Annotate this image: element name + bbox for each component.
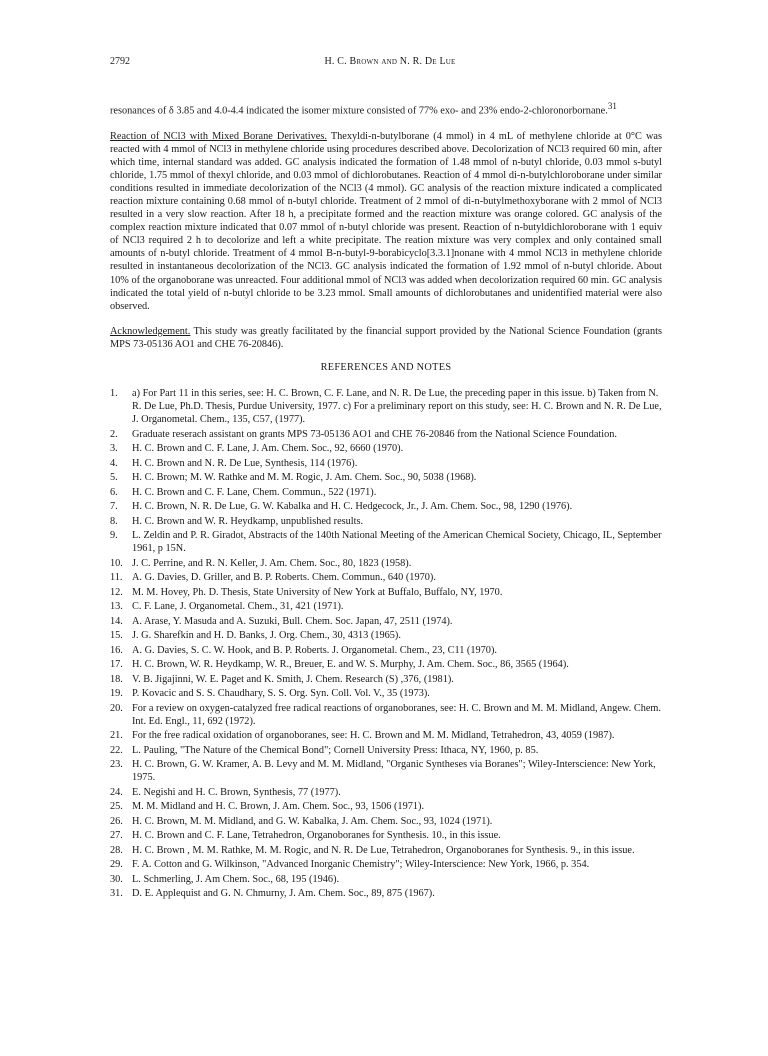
reference-number: 10. [110,557,123,569]
reference-item [110,529,662,555]
reference-item [110,729,662,742]
reference-item [110,557,662,570]
reference-item [110,658,662,671]
acknowledgement-body: This study was greatly facilitated by the financial support provided by the National Science Foundation (grants MPS 73-05136 AO1 and CHE 76-20846). [110,325,662,350]
reference-item [110,744,662,757]
page-number: 2792 [110,56,130,67]
footnote-marker: 31 [607,101,617,111]
reference-number: 26. [110,815,123,827]
reference-text: H. C. Brown and C. F. Lane, Tetrahedron, Organoboranes for Synthesis. 10., in this issue. [132,830,501,842]
reference-number: 29. [110,859,123,871]
reference-number: 15. [110,630,123,642]
acknowledgement-paragraph [110,325,662,351]
reference-item [110,442,662,455]
reference-text: For the free radical oxidation of organoboranes, see: H. C. Brown and M. M. Midland, Tetrahedron, 43, 4059 (1987). [132,730,615,742]
reference-item [110,887,662,900]
reference-item [110,858,662,871]
reference-text: M. M. Hovey, Ph. D. Thesis, State University of New York at Buffalo, Buffalo, NY, 1970. [132,586,503,598]
reference-item [110,428,662,441]
reference-item [110,873,662,886]
references-heading: REFERENCES AND NOTES [320,362,452,374]
reference-text: H. C. Brown and W. R. Heydkamp, unpublished results. [132,515,364,527]
reference-text: H. C. Brown and C. F. Lane, J. Am. Chem. Soc., 92, 6660 (1970). [132,443,404,455]
reference-text: P. Kovacic and S. S. Chaudhary, S. S. Org. Syn. Coll. Vol. V., 35 (1973). [132,688,430,700]
reference-number: 11. [110,572,123,584]
reference-number: 21. [110,730,123,742]
reference-text: M. M. Midland and H. C. Brown, J. Am. Chem. Soc., 93, 1506 (1971). [132,801,425,813]
reference-number: 7. [110,501,118,513]
reference-text: L. Zeldin and P. R. Giradot, Abstracts of the 140th National Meeting of the American Chemical Society, Chicago, IL, September 1961, p 15N. [132,530,662,555]
reference-text: H. C. Brown, M. M. Midland, and G. W. Kabalka, J. Am. Chem. Soc., 93, 1024 (1971). [132,815,493,827]
reference-number: 6. [110,486,118,498]
reference-item [110,844,662,857]
reference-text: L. Pauling, "The Nature of the Chemical Bond"; Cornell University Press: Ithaca, NY, 1960, p. 85. [132,744,539,756]
reference-item [110,571,662,584]
reference-text: H. C. Brown, G. W. Kramer, A. B. Levy and M. M. Midland, "Organic Syntheses via Boranes"; Wiley-Interscience: New York, 1975. [132,759,656,784]
reference-text: V. B. Jigajinni, W. E. Paget and K. Smith, J. Chem. Research (S) ,376, (1981). [132,673,454,685]
reference-number: 17. [110,659,123,671]
reference-item [110,457,662,470]
reference-text: F. A. Cotton and G. Wilkinson, "Advanced Inorganic Chemistry"; Wiley-Interscience: New York, 1966, p. 354. [132,859,590,871]
reference-item [110,786,662,799]
reference-text: D. E. Applequist and G. N. Chmurny, J. Am. Chem. Soc., 89, 875 (1967). [132,888,435,900]
intro-text: resonances of δ 3.85 and 4.0-4.4 indicated the isomer mixture consisted of 77% exo- and 23% endo-2-chloronorbornane. [110,105,608,117]
reference-item [110,600,662,613]
reference-item [110,800,662,813]
running-head: H. C. Brown and N. R. De Lue [324,56,456,67]
reference-item [110,758,662,784]
reference-number: 5. [110,472,118,484]
reference-text: H. C. Brown , M. M. Rathke, M. M. Rogic, and N. R. De Lue, Tetrahedron, Organoboranes for Synthesis. 9., in this issue. [132,844,635,856]
reference-item [110,829,662,842]
reference-number: 16. [110,644,123,656]
reference-number: 14. [110,615,123,627]
reference-item [110,586,662,599]
reaction-body: Thexyldi-n-butylborane (4 mmol) in 4 mL of methylene chloride at 0°C was reacted with 4 mmol of NCl3 in methylene chloride using procedures described above. Decolorization of NCl3 required 60 min, after which time, internal standard was added. GC analysis indicated the formation of 1.48 mmol of n-butyl chloride, 0.03 mmol s-butyl chloride, 1.75 mmol of thexyl chloride, and 0.03 mmol of dichlorobutanes. Reaction of 4 mmol di-n-butylchloroborane under similar conditions resulted in immediate decolorization of the NCl3 (4 mmol). GC analysis of the reaction mixture indicated a complicated reaction mixture containing 0.68 mmol of n-butyl chloride. Treatment of 2 mmol of di-n-butylmethoxyborane with 2 mmol of NCl3 resulted in a very slow reaction. After 18 h, a precipitate formed and the reaction mixture was orange colored. GC analysis of the complex reaction mixture indicated that 0.07 mmol of n-butyl chloride was present. Reaction of n-butyldichloroborane with 1 equiv of NCl3 required 2 h to decolorize and left a white precipitate. The reation mixture was very complex and only contained small amounts of n-butyl chloride. Treatment of 4 mmol B-n-butyl-9-borabicyclo[3.3.1]nonane with 4 mmol NCl3 in methylene chloride resulted in instantaneous decolorization of the NCl3. GC analysis indicated the formation of 1.92 mmol of n-butyl chloride. About 10% of the organoborane was unreacted. Four additional mmol of NCl3 was added when decolorization required 60 min. GC analysis indicated the total yield of n-butyl chloride to be 3.23 mmol. Small amounts of dichlorobutanes and unidentified material were also observed. [110,130,662,312]
reference-item [110,673,662,686]
page-header [110,56,670,72]
reference-item [110,486,662,499]
reference-number: 1. [110,388,118,400]
reference-number: 22. [110,744,123,756]
reference-number: 28. [110,844,123,856]
reference-text: A. Arase, Y. Masuda and A. Suzuki, Bull. Chem. Soc. Japan, 47, 2511 (1974). [132,615,453,627]
reference-item [110,500,662,513]
reference-item [110,687,662,700]
reference-item [110,471,662,484]
reference-number: 8. [110,515,118,527]
reference-number: 18. [110,673,123,685]
reference-number: 27. [110,830,123,842]
reference-text: For a review on oxygen-catalyzed free radical reactions of organoboranes, see: H. C. Brown and M. M. Midland, Angew. Chem. Int. Ed. Engl., 11, 692 (1972). [132,702,661,727]
reference-item [110,629,662,642]
reference-text: H. C. Brown and C. F. Lane, Chem. Commun., 522 (1971). [132,486,377,498]
intro-paragraph [110,100,662,118]
reference-text: H. C. Brown, W. R. Heydkamp, W. R., Breuer, E. and W. S. Murphy, J. Am. Chem. Soc., 86, 3565 (1964). [132,659,569,671]
reference-item [110,644,662,657]
reaction-heading: Reaction of NCl3 with Mixed Borane Derivatives. [110,130,327,142]
reference-text: a) For Part 11 in this series, see: H. C. Brown, C. F. Lane, and N. R. De Lue, the preceding paper in this issue. b) Taken from N. R. De Lue, Ph.D. Thesis, Purdue University, 1977. c) For a preliminary report on this study, see: H. C. Brown and N. R. De Lue, J. Organometal. Chem., 135, C57, (1977). [132,388,662,426]
reference-item [110,515,662,528]
reference-number: 2. [110,428,118,440]
reference-text: H. C. Brown; M. W. Rathke and M. M. Rogic, J. Am. Chem. Soc., 90, 5038 (1968). [132,472,477,484]
acknowledgement-heading: Acknowledgement. [110,325,191,337]
reference-item [110,702,662,728]
reference-text: A. G. Davies, S. C. W. Hook, and B. P. Roberts. J. Organometal. Chem., 23, C11 (1970). [132,644,497,656]
reference-text: L. Schmerling, J. Am Chem. Soc., 68, 195 (1946). [132,873,340,885]
reference-item [110,387,662,426]
reference-text: J. G. Sharefkin and H. D. Banks, J. Org. Chem., 30, 4313 (1965). [132,630,401,642]
reference-text: A. G. Davies, D. Griller, and B. P. Roberts. Chem. Commun., 640 (1970). [132,572,436,584]
reference-text: Graduate reserach assistant on grants MPS 73-05136 AO1 and CHE 76-20846 from the National Science Foundation. [132,428,618,440]
reference-text: H. C. Brown, N. R. De Lue, G. W. Kabalka and H. C. Hedgecock, Jr., J. Am. Chem. Soc., 98, 1290 (1976). [132,501,573,513]
reference-number: 25. [110,801,123,813]
reference-number: 12. [110,586,123,598]
reference-number: 30. [110,873,123,885]
reference-number: 24. [110,786,123,798]
reference-number: 4. [110,457,118,469]
reference-text: E. Negishi and H. C. Brown, Synthesis, 77 (1977). [132,786,341,798]
article-body [110,100,662,902]
reference-number: 23. [110,759,123,771]
reference-number: 31. [110,888,123,900]
reference-text: H. C. Brown and N. R. De Lue, Synthesis, 114 (1976). [132,457,358,469]
reference-text: J. C. Perrine, and R. N. Keller, J. Am. Chem. Soc., 80, 1823 (1958). [132,557,412,569]
reference-number: 3. [110,443,118,455]
references-list [110,387,662,900]
reference-number: 20. [110,702,123,714]
reference-number: 9. [110,530,118,542]
reaction-paragraph [110,130,662,313]
reference-number: 13. [110,601,123,613]
reference-text: C. F. Lane, J. Organometal. Chem., 31, 421 (1971). [132,601,344,613]
reference-item [110,615,662,628]
reference-number: 19. [110,688,123,700]
reference-item [110,815,662,828]
